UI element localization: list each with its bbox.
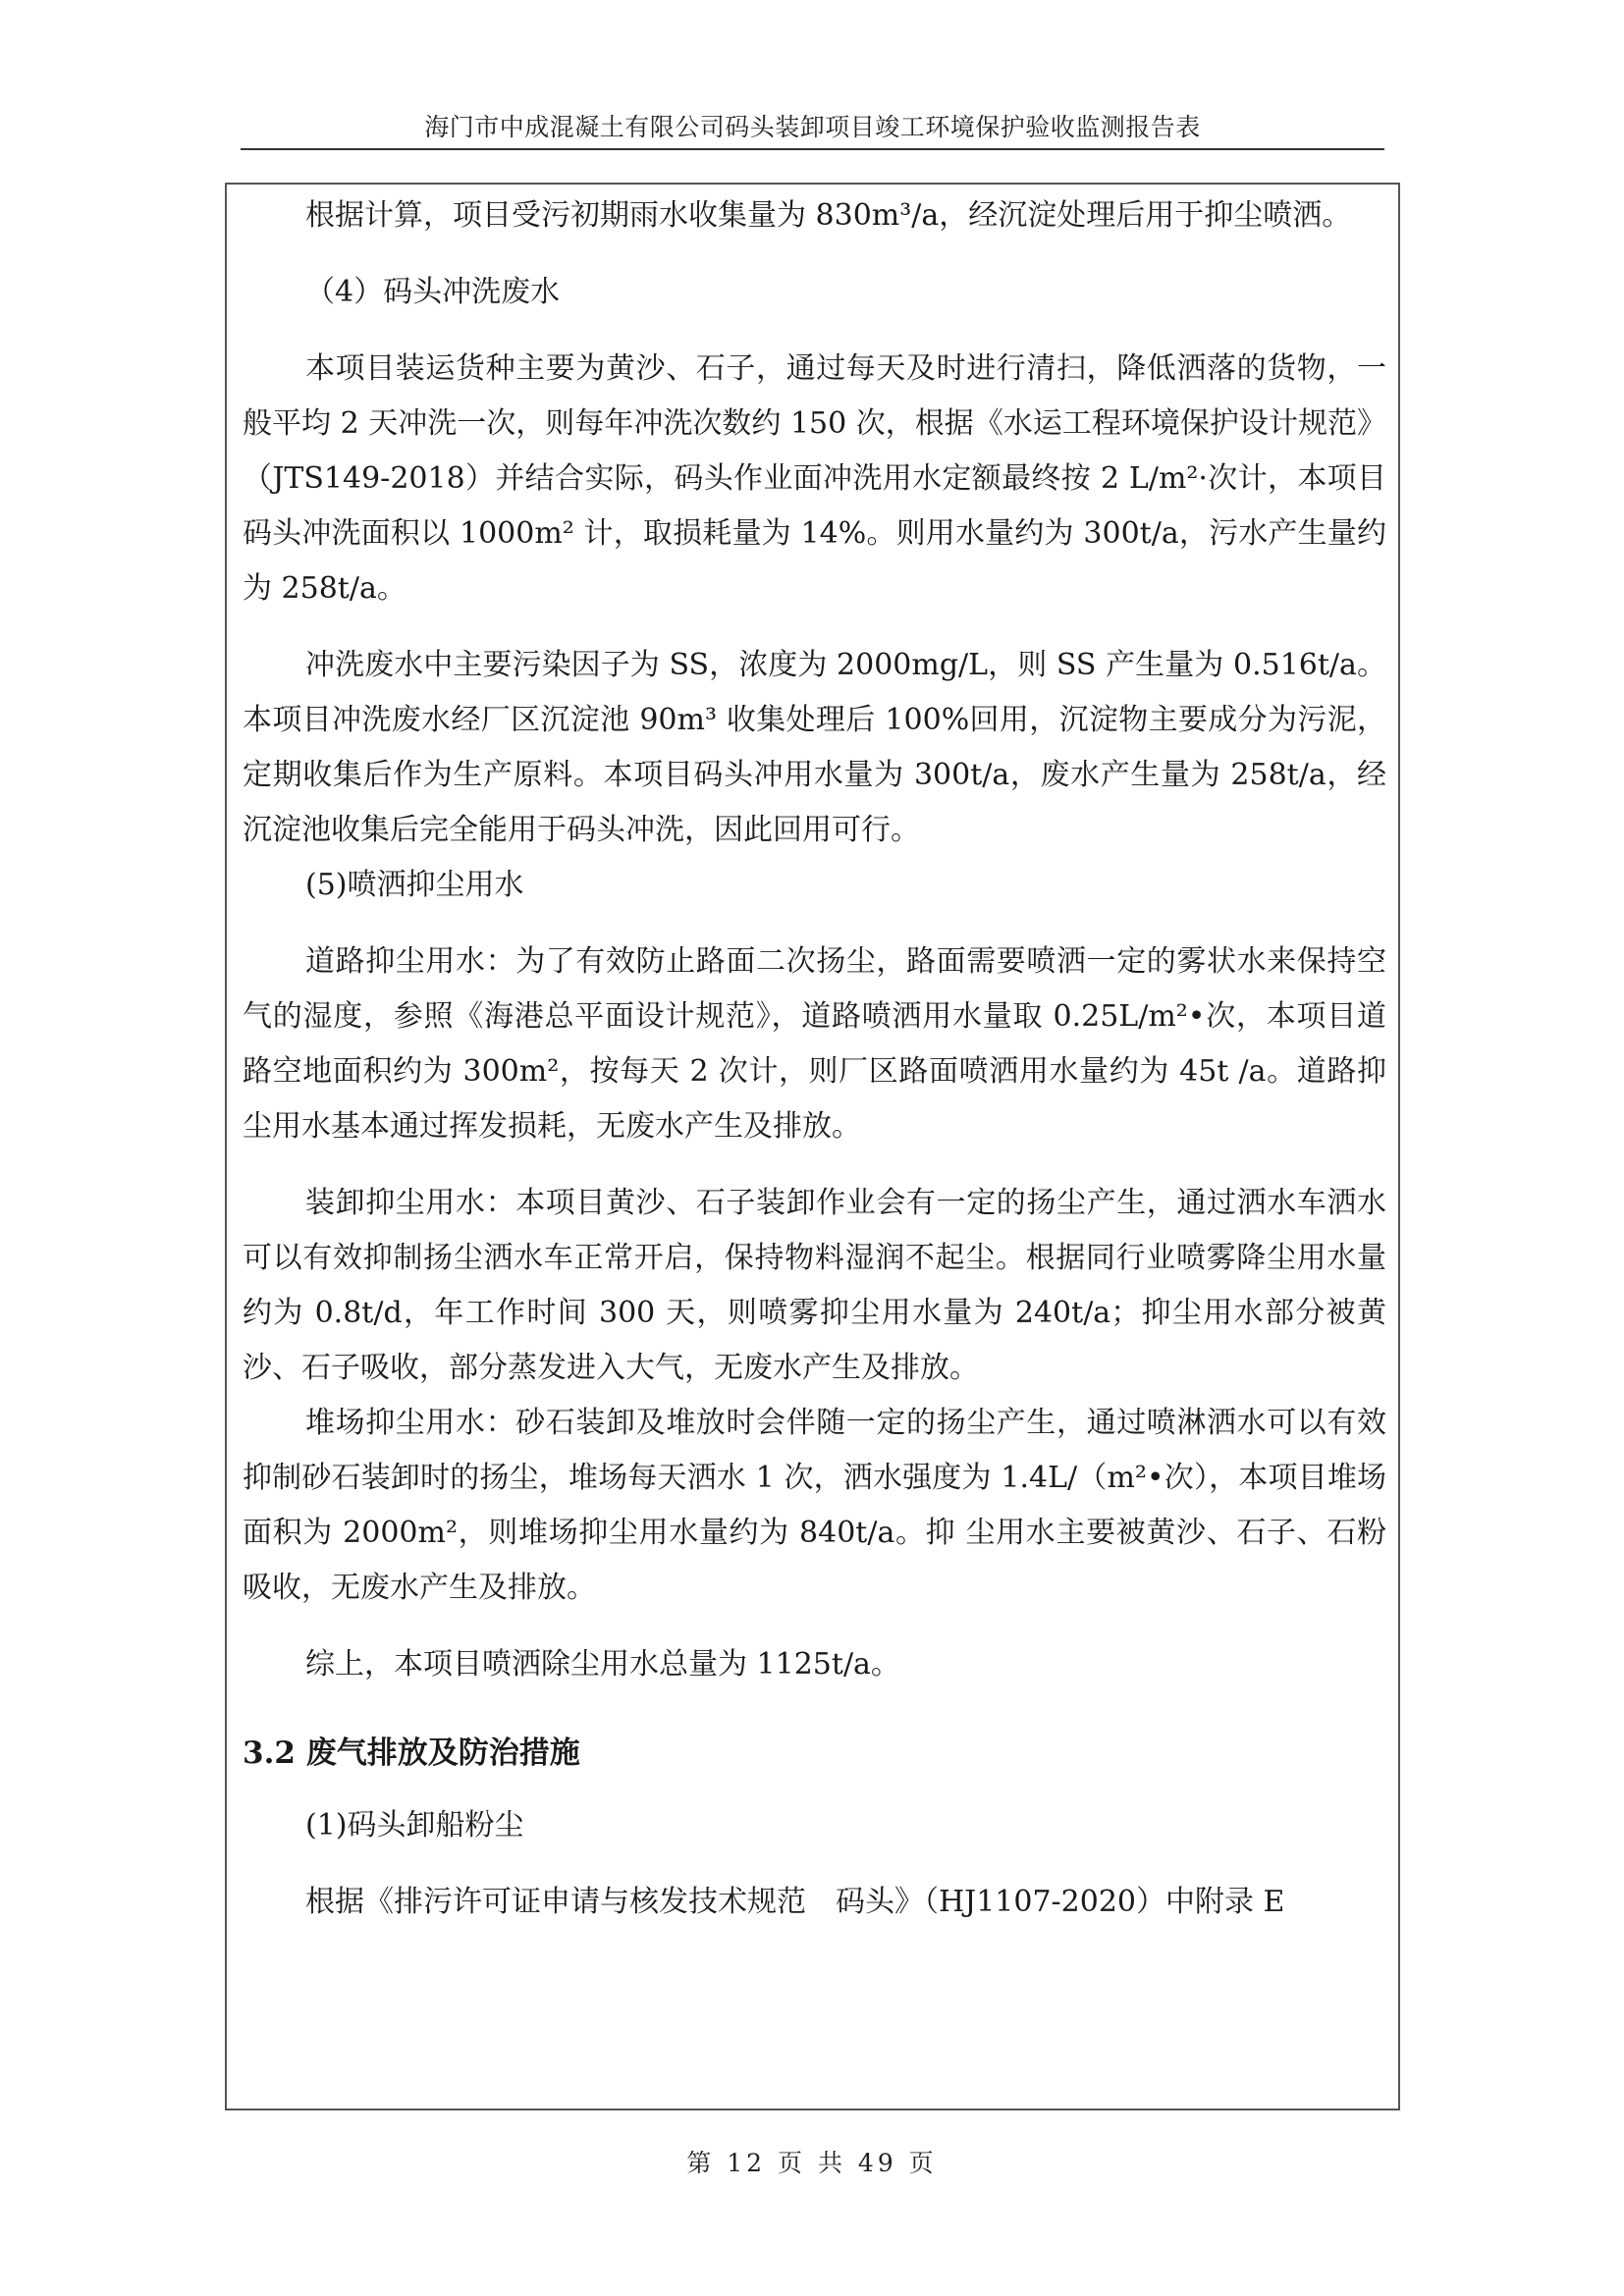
paragraph-dock-wash: 本项目装运货种主要为黄沙、石子，通过每天及时进行清扫，降低洒落的货物，一般平均 2 天冲洗一次，则每年冲洗次数约 150 次，根据《水运工程环境保护设计规范》（JTS149-2018）并结合实际，码头作业面冲洗用水定额最终按 2 L/m²·次计，本项目码头冲洗面积以 1000m² 计，取损耗量为 14%。则用水量约为 300t/a，污水产生量约为 258t/a。 [243, 351, 1386, 606]
paragraph-wash-pollutants: 冲洗废水中主要污染因子为 SS，浓度为 2000mg/L，则 SS 产生量为 0.516t/a。本项目冲洗废水经厂区沉淀池 90m³ 收集处理后 100%回用，沉淀物主要成分为污泥，定期收集后作为生产原料。本项目码头冲用水量为 300t/a，废水产生量为 258t/a，经沉淀池收集后完全能用于码头冲洗，因此回用可行。 [243, 648, 1386, 847]
paragraph-rainwater: 根据计算，项目受污初期雨水收集量为 830m³/a，经沉淀处理后用于抑尘喷洒。 [305, 198, 1352, 233]
paragraph-road-dust: 道路抑尘用水：为了有效防止路面二次扬尘，路面需要喷洒一定的雾状水来保持空气的湿度，参照《海港总平面设计规范》，道路喷洒用水量取 0.25L/m²•次，本项目道路空地面积约为 300m²，按每天 2 次计，则厂区路面喷洒用水量约为 45t /a。道路抑尘用水基本通过挥发损耗，无废水产生及排放。 [243, 944, 1386, 1144]
paragraph-yard-dust: 堆场抑尘用水：砂石装卸及堆放时会伴随一定的扬尘产生，通过喷淋洒水可以有效抑制砂石装卸时的扬尘，堆场每天洒水 1 次，洒水强度为 1.4L/（m²•次），本项目堆场面积为 2000m²，则堆场抑尘用水量约为 840t/a。抑 尘用水主要被黄沙、石子、石粉吸收，无废水产生及排放。 [243, 1406, 1386, 1605]
header-divider [241, 148, 1384, 150]
report-body [243, 188, 1386, 1930]
subheading-unloading-dust: (1)码头卸船粉尘 [305, 1808, 524, 1842]
report-header-title: 海门市中成混凝土有限公司码头装卸项目竣工环境保护验收监测报告表 [424, 113, 1201, 141]
paragraph-loading-dust: 装卸抑尘用水：本项目黄沙、石子装卸作业会有一定的扬尘产生，通过洒水车洒水可以有效抑制扬尘洒水车正常开启，保持物料湿润不起尘。根据同行业喷雾降尘用水量约为 0.8t/d，年工作时间 300 天，则喷雾抑尘用水量为 240t/a；抑尘用水部分被黄沙、石子吸收，部分蒸发进入大气，无废水产生及排放。 [243, 1186, 1386, 1385]
page-number: 第 12 页 共 49 页 [686, 2149, 938, 2177]
paragraph-total-water: 综上，本项目喷洒除尘用水总量为 1125t/a。 [305, 1647, 900, 1682]
subheading-dock-wash: （4）码头冲洗废水 [305, 275, 561, 309]
subheading-dust-water: (5)喷洒抑尘用水 [305, 868, 524, 902]
section-heading-exhaust: 3.2 废气排放及防治措施 [243, 1735, 580, 1771]
paragraph-permit-standard: 根据《排污许可证申请与核发技术规范 码头》（HJ1107-2020）中附录 E [305, 1885, 1285, 1919]
